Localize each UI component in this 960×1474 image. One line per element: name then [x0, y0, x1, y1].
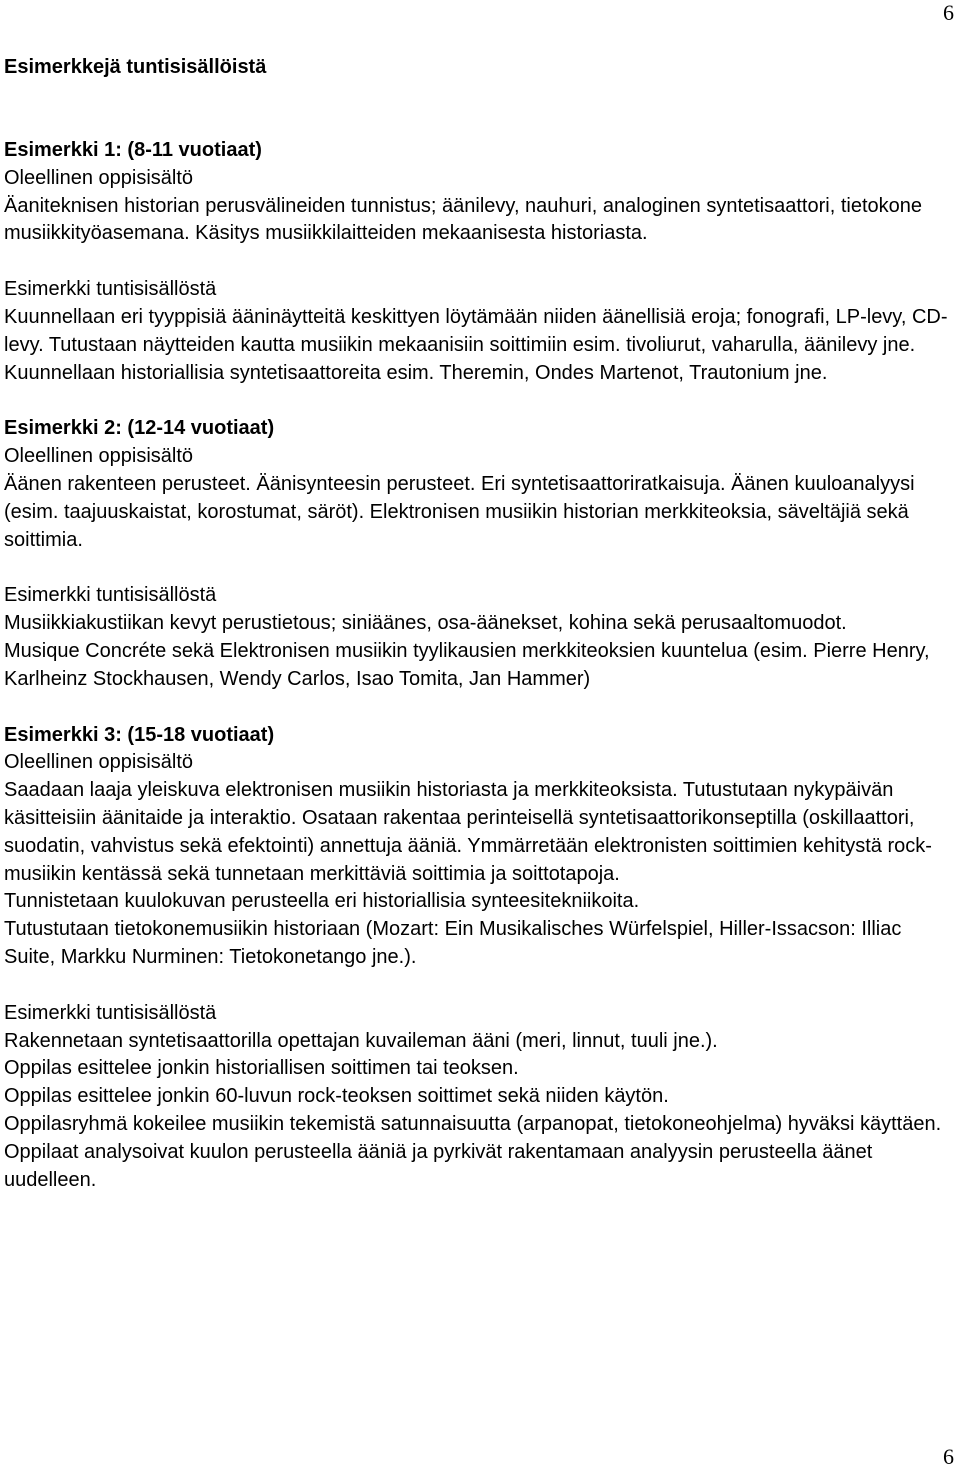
content-paragraph: Äänen rakenteen perusteet. Äänisynteesin perusteet. Eri syntetisaattoriratkaisuja. Äänen kuuloanalyysi (esim. taajuuskaistat, korostumat, säröt). Elektronisen musiikin historian merkkiteoksia, säveltäjiä sekä soittimia. [4, 472, 915, 551]
lesson-paragraph: Musique Concréte sekä Elektronisen musiikin tyylikausien merkkiteoksien kuuntelua (esim. Pierre Henry, Karlheinz Stockhausen, Wendy Carlos, Isao Tomita, Jan Hammer) [4, 639, 930, 690]
example-2-section [4, 415, 956, 693]
content-label: Oleellinen oppisisältö [4, 166, 194, 189]
lesson-paragraph: Kuunnellaan eri tyyppisiä ääninäytteitä keskittyen löytämään niiden äänellisiä eroja; fonografi, LP-levy, CD-levy. Tutustaan näytteiden kautta musiikin mekaanisiin soittimiin esim. tivoliurut, vaharulla, äänilevy jne. Kuunnellaan historiallisia syntetisaattoreita esim. Theremin, Ondes Martenot, Trautonium jne. [4, 305, 948, 384]
lesson-label: Esimerkki tuntisisällöstä [4, 584, 217, 607]
content-label: Oleellinen oppisisältö [4, 445, 194, 468]
lesson-paragraph: Rakennetaan syntetisaattorilla opettajan kuvaileman ääni (meri, linnut, tuuli jne.). [4, 1029, 718, 1052]
content-paragraph: Tutustutaan tietokonemusiikin historiaan (Mozart: Ein Musikalisches Würfelspiel, Hiller-Issacson: Illiac Suite, Markku Nurminen: Tietokonetango jne.). [4, 918, 902, 968]
page-number-top: 6 [943, 0, 954, 25]
example-heading: Esimerkki 3: (15-18 vuotiaat) [4, 723, 275, 746]
lesson-label: Esimerkki tuntisisällöstä [4, 278, 217, 301]
lesson-paragraph: Oppilasryhmä kokeilee musiikin tekemistä satunnaisuutta (arpanopat, tietokoneohjelma) hyväksi käyttäen. [4, 1112, 942, 1135]
lesson-paragraph: Musiikkiakustiikan kevyt perustietous; siniäänes, osa-äänekset, kohina sekä perusaaltomuodot. [4, 612, 847, 635]
content-paragraph: Äaniteknisen historian perusvälineiden tunnistus; äänilevy, nauhuri, analoginen syntetisaattori, tietokone musiikkityöasemana. Käsitys musiikkilaitteiden mekaanisesta historiasta. [4, 194, 922, 245]
lesson-paragraph: Oppilaat analysoivat kuulon perusteella ääniä ja pyrkivät rakentamaan analyysin perusteella äänet uudelleen. [4, 1140, 873, 1191]
lesson-paragraph: Oppilas esittelee jonkin 60-luvun rock-teoksen soittimet sekä niiden käytön. [4, 1085, 669, 1108]
content-paragraph: Tunnistetaan kuulokuvan perusteella eri historiallisia synteesitekniikoita. [4, 890, 640, 913]
content-paragraph: Saadaan laaja yleiskuva elektronisen musiikin historiasta ja merkkiteoksista. Tutustutaan nykypäivän käsitteisiin äänitaide ja interaktio. Osataan rakentaa perinteisellä syntetisaattorikonseptilla (oskillaattori, suodatin, vahvistus sekä efektointi) annettuja ääniä. Ymmärretään elektronisten soittimien kehitystä rock-musiikin kentässä sekä tunnetaan merkittäviä soittimia ja soittotapoja. [4, 779, 932, 885]
content-label: Oleellinen oppisisältö [4, 751, 194, 774]
example-3-section [4, 722, 956, 1195]
example-heading: Esimerkki 1: (8-11 vuotiaat) [4, 139, 262, 161]
document-title: Esimerkkejä tuntisisällöistä [4, 56, 267, 78]
document-body [4, 53, 956, 1194]
example-heading: Esimerkki 2: (12-14 vuotiaat) [4, 417, 275, 440]
page-number-bottom: 6 [943, 1444, 954, 1469]
example-1-section [4, 137, 956, 387]
lesson-paragraph: Oppilas esittelee jonkin historiallisen soittimen tai teoksen. [4, 1057, 519, 1080]
lesson-label: Esimerkki tuntisisällöstä [4, 1001, 217, 1024]
